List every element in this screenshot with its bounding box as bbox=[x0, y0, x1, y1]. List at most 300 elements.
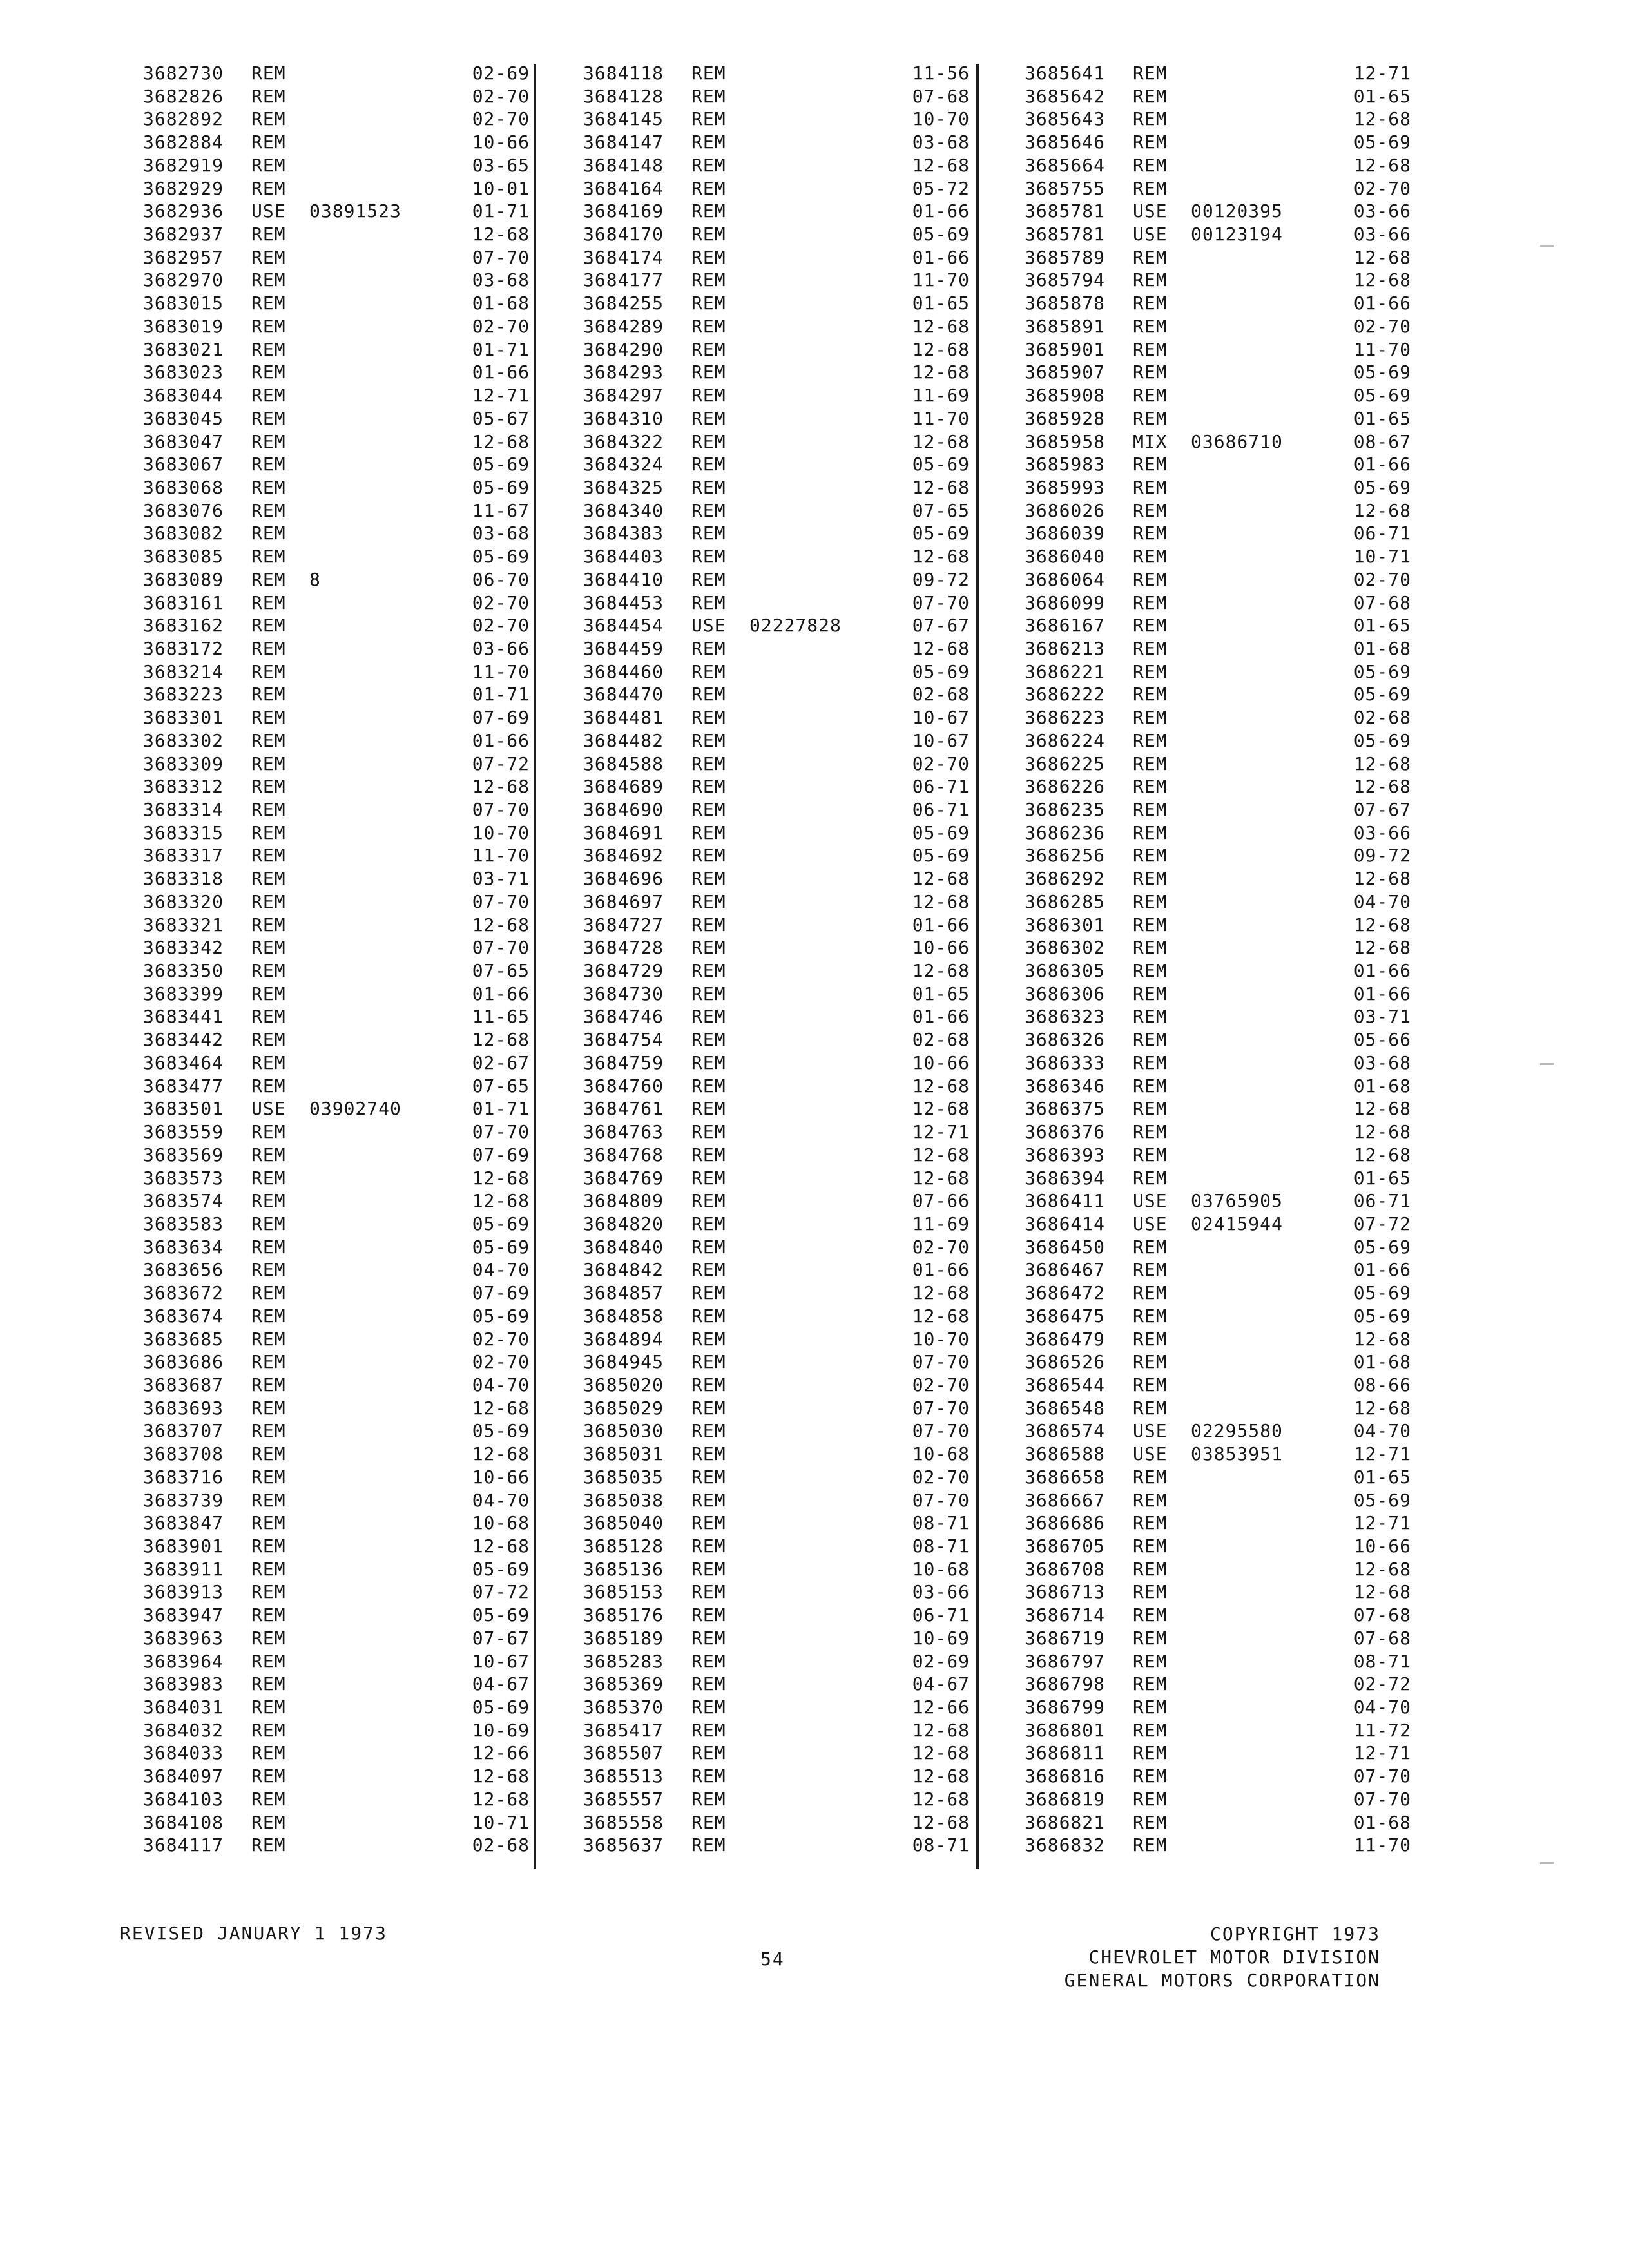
parts-row bbox=[143, 1419, 530, 1443]
effective-date: 02-70 bbox=[912, 1374, 970, 1396]
parts-row bbox=[143, 476, 530, 499]
status-code: REM bbox=[251, 246, 286, 268]
parts-row bbox=[583, 246, 970, 269]
part-number: 3685513 bbox=[583, 1765, 664, 1787]
effective-date: 07-67 bbox=[472, 1627, 530, 1649]
parts-row bbox=[1025, 614, 1411, 637]
part-number: 3684727 bbox=[583, 914, 664, 936]
parts-row bbox=[1025, 914, 1411, 937]
effective-date: 12-71 bbox=[1353, 1512, 1411, 1534]
part-number: 3685507 bbox=[583, 1742, 664, 1764]
part-number: 3683302 bbox=[143, 729, 224, 751]
part-number: 3686475 bbox=[1025, 1305, 1106, 1327]
effective-date: 01-66 bbox=[472, 361, 530, 383]
part-number: 3684761 bbox=[583, 1098, 664, 1120]
effective-date: 05-69 bbox=[1353, 660, 1411, 682]
status-code: REM bbox=[691, 914, 726, 936]
parts-row bbox=[583, 1788, 970, 1811]
effective-date: 12-68 bbox=[472, 914, 530, 936]
effective-date: 11-56 bbox=[912, 62, 970, 84]
status-code: REM bbox=[1133, 269, 1168, 291]
status-code: REM bbox=[251, 1719, 286, 1741]
status-code: REM bbox=[251, 1420, 286, 1442]
parts-row bbox=[1025, 246, 1411, 269]
status-code: REM bbox=[1133, 1259, 1168, 1281]
status-code: USE bbox=[691, 615, 726, 637]
parts-row bbox=[583, 683, 970, 706]
part-number: 3683573 bbox=[143, 1167, 224, 1189]
parts-row bbox=[143, 1811, 530, 1834]
parts-row bbox=[143, 706, 530, 729]
status-code: REM bbox=[1133, 937, 1168, 959]
part-number: 3684169 bbox=[583, 200, 664, 222]
parts-row bbox=[143, 292, 530, 315]
effective-date: 07-65 bbox=[472, 960, 530, 982]
effective-date: 12-68 bbox=[912, 1167, 970, 1189]
part-number: 3683045 bbox=[143, 407, 224, 429]
part-number: 3685993 bbox=[1025, 476, 1106, 498]
part-number: 3683342 bbox=[143, 937, 224, 959]
parts-row bbox=[583, 108, 970, 131]
part-number: 3686222 bbox=[1025, 684, 1106, 706]
part-number: 3684894 bbox=[583, 1328, 664, 1350]
part-number: 3685643 bbox=[1025, 108, 1106, 130]
effective-date: 11-70 bbox=[1353, 338, 1411, 360]
effective-date: 11-70 bbox=[472, 845, 530, 867]
effective-date: 02-70 bbox=[472, 315, 530, 337]
status-code: REM bbox=[251, 454, 286, 476]
status-code: REM bbox=[251, 1627, 286, 1649]
part-number: 3685983 bbox=[1025, 454, 1106, 476]
status-code: REM bbox=[1133, 1052, 1168, 1073]
parts-row bbox=[583, 315, 970, 338]
part-number: 3685369 bbox=[583, 1673, 664, 1695]
parts-row bbox=[143, 1558, 530, 1581]
parts-row bbox=[583, 798, 970, 822]
status-code: REM bbox=[251, 62, 286, 84]
part-number: 3684117 bbox=[143, 1834, 224, 1856]
effective-date: 03-66 bbox=[472, 637, 530, 659]
copyright-division: CHEVROLET MOTOR DIVISION bbox=[1088, 1946, 1380, 1968]
status-code: REM bbox=[691, 269, 726, 291]
parts-row bbox=[143, 614, 530, 637]
parts-row bbox=[583, 1189, 970, 1213]
margin-mark bbox=[1540, 1063, 1554, 1065]
parts-row bbox=[583, 85, 970, 108]
status-code: REM bbox=[1133, 1489, 1168, 1511]
status-code: REM bbox=[251, 224, 286, 245]
effective-date: 04-70 bbox=[1353, 1696, 1411, 1718]
part-number: 3685928 bbox=[1025, 407, 1106, 429]
effective-date: 07-70 bbox=[912, 1351, 970, 1373]
part-number: 3684454 bbox=[583, 615, 664, 637]
column-divider-2 bbox=[976, 64, 979, 1869]
effective-date: 05-69 bbox=[1353, 729, 1411, 751]
status-code: REM bbox=[251, 1742, 286, 1764]
parts-row bbox=[143, 1328, 530, 1351]
part-number: 3686574 bbox=[1025, 1420, 1106, 1442]
part-number: 3684097 bbox=[143, 1765, 224, 1787]
status-code: REM bbox=[251, 1834, 286, 1856]
status-code: REM bbox=[251, 1765, 286, 1787]
effective-date: 08-66 bbox=[1353, 1374, 1411, 1396]
effective-date: 12-66 bbox=[472, 1742, 530, 1764]
status-code: REM bbox=[251, 1374, 286, 1396]
effective-date: 03-66 bbox=[1353, 224, 1411, 245]
parts-row bbox=[143, 62, 530, 85]
part-number: 3684945 bbox=[583, 1351, 664, 1373]
status-code: REM bbox=[1133, 1167, 1168, 1189]
effective-date: 11-69 bbox=[912, 1213, 970, 1235]
effective-date: 12-68 bbox=[1353, 108, 1411, 130]
part-number: 3683309 bbox=[143, 753, 224, 774]
status-code: REM bbox=[691, 430, 726, 452]
effective-date: 12-68 bbox=[912, 430, 970, 452]
status-code: REM bbox=[1133, 546, 1168, 568]
part-number: 3686411 bbox=[1025, 1190, 1106, 1212]
effective-date: 07-69 bbox=[472, 707, 530, 729]
status-code: MIX bbox=[1133, 430, 1168, 452]
parts-row bbox=[583, 890, 970, 914]
status-code: REM bbox=[691, 1673, 726, 1695]
status-code: REM bbox=[1133, 1466, 1168, 1488]
status-code: REM bbox=[691, 108, 726, 130]
part-number: 3683301 bbox=[143, 707, 224, 729]
parts-row bbox=[143, 1305, 530, 1328]
parts-row bbox=[143, 1028, 530, 1052]
status-code: REM bbox=[251, 131, 286, 153]
part-number: 3683687 bbox=[143, 1374, 224, 1396]
part-number: 3685038 bbox=[583, 1489, 664, 1511]
status-code: REM bbox=[251, 1190, 286, 1212]
part-number: 3684145 bbox=[583, 108, 664, 130]
status-code: REM bbox=[1133, 361, 1168, 383]
part-number: 3686705 bbox=[1025, 1535, 1106, 1557]
status-code: REM bbox=[251, 707, 286, 729]
status-code: REM bbox=[691, 546, 726, 568]
effective-date: 01-66 bbox=[912, 200, 970, 222]
status-code: REM bbox=[251, 983, 286, 1004]
effective-date: 06-71 bbox=[912, 799, 970, 820]
status-code: REM bbox=[251, 1535, 286, 1557]
status-code: REM bbox=[1133, 108, 1168, 130]
parts-row bbox=[143, 1443, 530, 1466]
part-number: 3683023 bbox=[143, 361, 224, 383]
status-code: REM bbox=[1133, 1305, 1168, 1327]
parts-row bbox=[583, 1097, 970, 1120]
part-number: 3686658 bbox=[1025, 1466, 1106, 1488]
part-number: 3683172 bbox=[143, 637, 224, 659]
part-number: 3686305 bbox=[1025, 960, 1106, 982]
part-number: 3683911 bbox=[143, 1558, 224, 1580]
parts-row bbox=[143, 914, 530, 937]
part-number: 3686821 bbox=[1025, 1811, 1106, 1833]
parts-row bbox=[143, 108, 530, 131]
status-code: REM bbox=[251, 1121, 286, 1143]
effective-date: 11-72 bbox=[1353, 1719, 1411, 1741]
effective-date: 07-70 bbox=[472, 246, 530, 268]
part-number: 3683350 bbox=[143, 960, 224, 982]
page-number: 54 bbox=[760, 1948, 785, 1970]
part-number: 3683693 bbox=[143, 1397, 224, 1419]
effective-date: 12-68 bbox=[912, 476, 970, 498]
effective-date: 08-71 bbox=[912, 1512, 970, 1534]
effective-date: 12-68 bbox=[912, 1765, 970, 1787]
effective-date: 12-68 bbox=[1353, 1581, 1411, 1603]
effective-date: 03-68 bbox=[912, 131, 970, 153]
parts-column-2 bbox=[583, 62, 970, 1857]
status-code: REM bbox=[251, 914, 286, 936]
part-number: 3686223 bbox=[1025, 707, 1106, 729]
part-number: 3684482 bbox=[583, 729, 664, 751]
parts-row bbox=[1025, 660, 1411, 684]
parts-row bbox=[1025, 1443, 1411, 1466]
parts-row bbox=[583, 430, 970, 454]
effective-date: 12-68 bbox=[472, 1190, 530, 1212]
part-number: 3683634 bbox=[143, 1236, 224, 1258]
status-code: REM bbox=[1133, 1788, 1168, 1810]
part-number: 3686801 bbox=[1025, 1719, 1106, 1741]
status-code: REM bbox=[1133, 799, 1168, 820]
part-number: 3682970 bbox=[143, 269, 224, 291]
status-code: REM bbox=[251, 684, 286, 706]
status-code: REM bbox=[251, 1788, 286, 1810]
effective-date: 10-71 bbox=[1353, 546, 1411, 568]
effective-date: 03-66 bbox=[912, 1581, 970, 1603]
parts-row bbox=[143, 936, 530, 959]
parts-row bbox=[143, 1374, 530, 1397]
effective-date: 01-66 bbox=[1353, 960, 1411, 982]
parts-row bbox=[1025, 867, 1411, 890]
status-code: USE bbox=[1133, 224, 1168, 245]
part-number: 3686026 bbox=[1025, 499, 1106, 521]
effective-date: 12-68 bbox=[912, 1075, 970, 1097]
parts-row bbox=[1025, 1258, 1411, 1282]
status-code: REM bbox=[691, 407, 726, 429]
effective-date: 01-68 bbox=[1353, 1811, 1411, 1833]
part-number: 3684858 bbox=[583, 1305, 664, 1327]
parts-row bbox=[583, 1028, 970, 1052]
parts-row bbox=[143, 1627, 530, 1650]
effective-date: 12-66 bbox=[912, 1696, 970, 1718]
status-code: REM bbox=[691, 1489, 726, 1511]
effective-date: 07-68 bbox=[1353, 1627, 1411, 1649]
status-code: REM bbox=[251, 960, 286, 982]
status-code: REM bbox=[1133, 776, 1168, 798]
parts-row bbox=[1025, 1811, 1411, 1834]
parts-row bbox=[1025, 1742, 1411, 1765]
effective-date: 02-70 bbox=[912, 1236, 970, 1258]
status-code: REM bbox=[251, 361, 286, 383]
parts-row bbox=[1025, 1765, 1411, 1788]
effective-date: 09-72 bbox=[1353, 845, 1411, 867]
parts-row bbox=[583, 614, 970, 637]
status-code: REM bbox=[251, 1167, 286, 1189]
status-code: REM bbox=[1133, 1144, 1168, 1166]
parts-row bbox=[583, 1581, 970, 1604]
part-number: 3683068 bbox=[143, 476, 224, 498]
part-number: 3685794 bbox=[1025, 269, 1106, 291]
status-code: REM bbox=[691, 1512, 726, 1534]
status-code: REM bbox=[691, 1029, 726, 1051]
part-number: 3686306 bbox=[1025, 983, 1106, 1004]
effective-date: 06-71 bbox=[912, 1604, 970, 1626]
status-code: REM bbox=[691, 293, 726, 314]
replacement-part: 03902740 bbox=[309, 1098, 401, 1120]
part-number: 3685030 bbox=[583, 1420, 664, 1442]
part-number: 3684588 bbox=[583, 753, 664, 774]
status-code: REM bbox=[691, 224, 726, 245]
status-code: REM bbox=[691, 1006, 726, 1028]
part-number: 3684768 bbox=[583, 1144, 664, 1166]
effective-date: 02-70 bbox=[1353, 568, 1411, 590]
effective-date: 05-69 bbox=[1353, 1489, 1411, 1511]
part-number: 3683656 bbox=[143, 1259, 224, 1281]
status-code: REM bbox=[691, 1374, 726, 1396]
parts-row bbox=[143, 1489, 530, 1512]
parts-row bbox=[583, 936, 970, 959]
status-code: REM bbox=[251, 85, 286, 107]
part-number: 3682929 bbox=[143, 177, 224, 199]
effective-date: 10-70 bbox=[912, 1328, 970, 1350]
status-code: REM bbox=[1133, 660, 1168, 682]
effective-date: 07-72 bbox=[472, 1581, 530, 1603]
effective-date: 05-69 bbox=[472, 1236, 530, 1258]
effective-date: 04-67 bbox=[472, 1673, 530, 1695]
status-code: REM bbox=[251, 1144, 286, 1166]
part-number: 3686376 bbox=[1025, 1121, 1106, 1143]
part-number: 3685020 bbox=[583, 1374, 664, 1396]
parts-row bbox=[1025, 338, 1411, 361]
parts-row bbox=[143, 1189, 530, 1213]
replacement-part: 02415944 bbox=[1191, 1213, 1283, 1235]
part-number: 3684340 bbox=[583, 499, 664, 521]
status-code: REM bbox=[1133, 729, 1168, 751]
part-number: 3686301 bbox=[1025, 914, 1106, 936]
parts-row bbox=[143, 775, 530, 798]
effective-date: 01-66 bbox=[912, 914, 970, 936]
parts-row bbox=[1025, 1627, 1411, 1650]
part-number: 3685035 bbox=[583, 1466, 664, 1488]
part-number: 3686414 bbox=[1025, 1213, 1106, 1235]
effective-date: 02-68 bbox=[912, 684, 970, 706]
status-code: REM bbox=[251, 1029, 286, 1051]
status-code: REM bbox=[251, 476, 286, 498]
part-number: 3683317 bbox=[143, 845, 224, 867]
status-code: REM bbox=[691, 315, 726, 337]
status-code: REM bbox=[251, 1259, 286, 1281]
effective-date: 12-68 bbox=[912, 1305, 970, 1327]
status-code: REM bbox=[251, 1282, 286, 1304]
status-code: REM bbox=[251, 729, 286, 751]
part-number: 3685908 bbox=[1025, 385, 1106, 407]
effective-date: 03-66 bbox=[1353, 200, 1411, 222]
status-code: REM bbox=[691, 1650, 726, 1672]
parts-row bbox=[1025, 1305, 1411, 1328]
effective-date: 12-68 bbox=[472, 1535, 530, 1557]
status-code: REM bbox=[691, 62, 726, 84]
effective-date: 01-65 bbox=[1353, 407, 1411, 429]
part-number: 3686479 bbox=[1025, 1328, 1106, 1350]
part-number: 3683674 bbox=[143, 1305, 224, 1327]
part-number: 3686292 bbox=[1025, 868, 1106, 890]
effective-date: 07-68 bbox=[1353, 1604, 1411, 1626]
effective-date: 05-69 bbox=[472, 476, 530, 498]
parts-row bbox=[583, 914, 970, 937]
part-number: 3683214 bbox=[143, 660, 224, 682]
status-code: REM bbox=[1133, 868, 1168, 890]
parts-row bbox=[1025, 453, 1411, 476]
part-number: 3683315 bbox=[143, 822, 224, 843]
parts-row bbox=[1025, 1028, 1411, 1052]
parts-row bbox=[583, 1305, 970, 1328]
parts-row bbox=[583, 1443, 970, 1466]
parts-row bbox=[583, 1627, 970, 1650]
part-number: 3686333 bbox=[1025, 1052, 1106, 1073]
effective-date: 12-68 bbox=[912, 1811, 970, 1833]
parts-row bbox=[143, 660, 530, 684]
status-code: REM bbox=[1133, 637, 1168, 659]
parts-row bbox=[583, 1120, 970, 1144]
status-code: REM bbox=[251, 499, 286, 521]
parts-row bbox=[143, 959, 530, 983]
part-number: 3686713 bbox=[1025, 1581, 1106, 1603]
effective-date: 10-69 bbox=[472, 1719, 530, 1741]
status-code: REM bbox=[691, 154, 726, 176]
status-code: REM bbox=[691, 1558, 726, 1580]
parts-row bbox=[1025, 269, 1411, 292]
parts-row bbox=[1025, 476, 1411, 499]
status-code: REM bbox=[691, 454, 726, 476]
part-number: 3684730 bbox=[583, 983, 664, 1004]
effective-date: 12-71 bbox=[1353, 1443, 1411, 1465]
parts-column-3 bbox=[1025, 62, 1411, 1857]
part-number: 3686799 bbox=[1025, 1696, 1106, 1718]
parts-row bbox=[143, 753, 530, 776]
parts-row bbox=[143, 867, 530, 890]
part-number: 3683913 bbox=[143, 1581, 224, 1603]
effective-date: 12-68 bbox=[912, 338, 970, 360]
effective-date: 01-66 bbox=[1353, 1259, 1411, 1281]
effective-date: 07-69 bbox=[472, 1282, 530, 1304]
parts-row bbox=[143, 315, 530, 338]
effective-date: 07-70 bbox=[912, 1397, 970, 1419]
status-code: REM bbox=[1133, 154, 1168, 176]
part-number: 3686221 bbox=[1025, 660, 1106, 682]
effective-date: 12-68 bbox=[1353, 914, 1411, 936]
effective-date: 03-65 bbox=[472, 154, 530, 176]
effective-date: 05-69 bbox=[472, 1305, 530, 1327]
part-number: 3684842 bbox=[583, 1259, 664, 1281]
status-code: REM bbox=[251, 615, 286, 637]
effective-date: 06-71 bbox=[1353, 1190, 1411, 1212]
status-code: REM bbox=[251, 1673, 286, 1695]
part-number: 3686588 bbox=[1025, 1443, 1106, 1465]
status-code: REM bbox=[251, 1213, 286, 1235]
parts-row bbox=[1025, 1581, 1411, 1604]
parts-row bbox=[1025, 1834, 1411, 1857]
parts-row bbox=[143, 1788, 530, 1811]
effective-date: 04-67 bbox=[912, 1673, 970, 1695]
status-code: REM bbox=[1133, 568, 1168, 590]
parts-row bbox=[583, 453, 970, 476]
status-code: REM bbox=[251, 637, 286, 659]
effective-date: 10-66 bbox=[472, 1466, 530, 1488]
parts-row bbox=[1025, 1397, 1411, 1420]
effective-date: 01-66 bbox=[912, 1259, 970, 1281]
effective-date: 01-66 bbox=[472, 729, 530, 751]
parts-row bbox=[1025, 936, 1411, 959]
